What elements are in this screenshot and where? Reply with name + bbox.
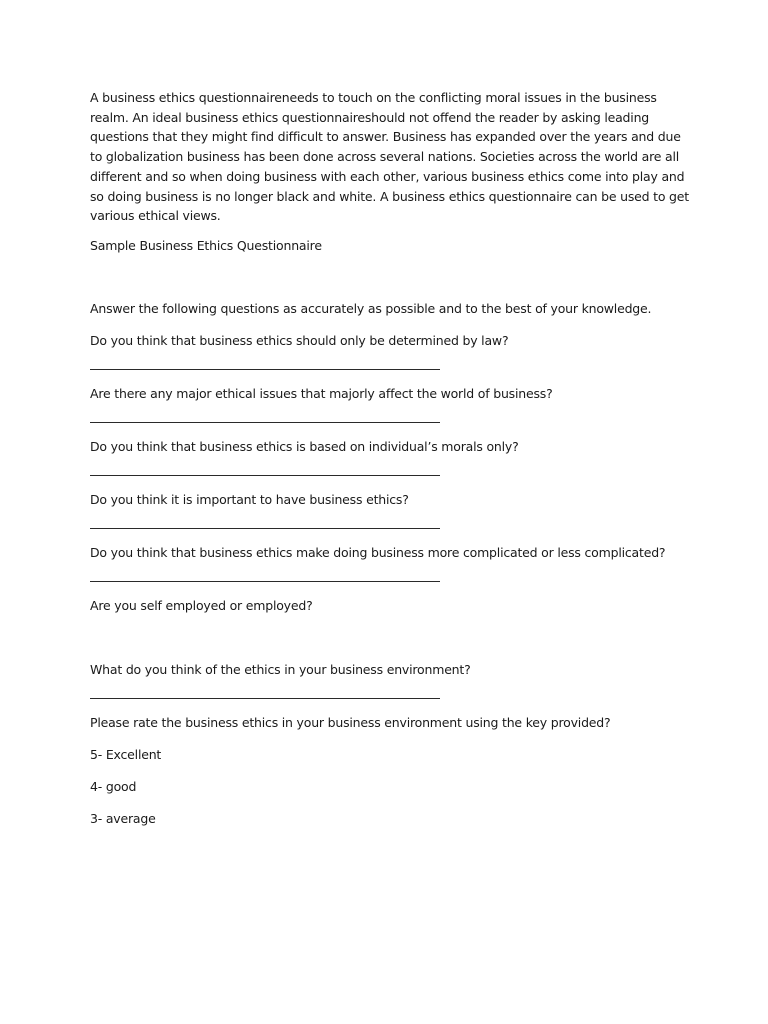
instructions: Answer the following questions as accurately as possible and to the best of your knowledge. bbox=[90, 300, 652, 316]
answer-line-5[interactable] bbox=[90, 580, 440, 582]
question-2: Are there any major ethical issues that majorly affect the world of business? bbox=[90, 385, 553, 401]
question-1: Do you think that business ethics should only be determined by law? bbox=[90, 332, 509, 348]
document-body bbox=[90, 88, 690, 827]
answer-line-4[interactable] bbox=[90, 527, 440, 529]
question-4: Do you think it is important to have business ethics? bbox=[90, 491, 409, 507]
question-3: Do you think that business ethics is based on individual’s morals only? bbox=[90, 438, 519, 454]
rating-key-item: 5- Excellent bbox=[90, 746, 162, 762]
question-6: Are you self employed or employed? bbox=[90, 597, 313, 613]
answer-line-2[interactable] bbox=[90, 421, 440, 423]
intro-paragraph: A business ethics questionnaireneeds to touch on the conflicting moral issues in the business realm. An ideal business ethics questionnaireshould not offend the reader by asking leading questions that they might find difficult to answer. Business has expanded over the years and due to globalization business has been done across several nations. Societies across the world are all different and so when doing business with each other, various business ethics come into play and so doing business is no longer black and white. A business ethics questionnaire can be used to get various ethical views. bbox=[90, 90, 689, 224]
rating-key-item: 4- good bbox=[90, 778, 137, 794]
question-5: Do you think that business ethics make doing business more complicated or less complicated? bbox=[90, 544, 666, 560]
answer-line-3[interactable] bbox=[90, 474, 440, 476]
sample-title: Sample Business Ethics Questionnaire bbox=[90, 237, 322, 253]
answer-line-1[interactable] bbox=[90, 368, 440, 370]
question-7: What do you think of the ethics in your business environment? bbox=[90, 661, 471, 677]
rating-key-item: 3- average bbox=[90, 810, 156, 826]
answer-line-7[interactable] bbox=[90, 697, 440, 699]
question-8: Please rate the business ethics in your business environment using the key provided? bbox=[90, 714, 611, 730]
